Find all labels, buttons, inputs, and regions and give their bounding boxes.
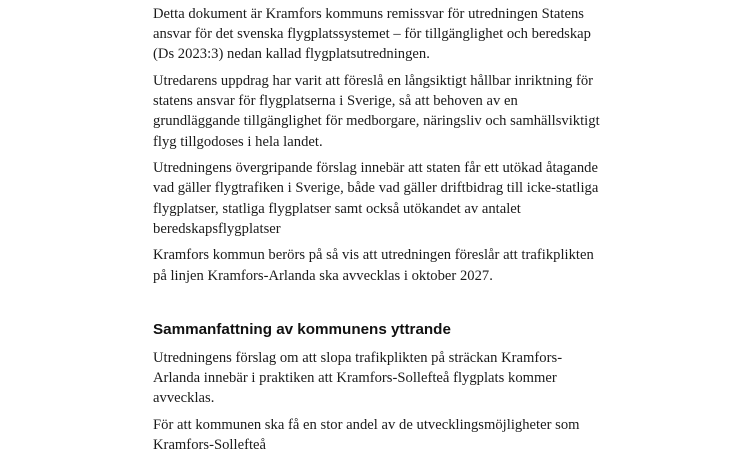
- intro-paragraph-3: Utredningens övergripande förslag innebär att staten får ett utökad åtagande vad gäller flygtrafiken i Sverige, både vad gäller driftbidrag till icke-statliga flygplatser, statliga flygplatser samt också utökandet av antalet beredskapsflygplatser: [153, 160, 599, 237]
- section-heading: Sammanfattning av kommunens yttrande: [153, 320, 451, 338]
- summary-paragraph-2: För att kommunen ska få en stor andel av de utvecklingsmöjligheter som Kramfors-Sollefteå: [153, 416, 580, 454]
- document-body: [153, 4, 621, 462]
- intro-paragraph-4: Kramfors kommun berörs på så vis att utredningen föreslår att trafikplikten på linjen Kramfors-Arlanda ska avvecklas i oktober 2027.: [153, 247, 594, 284]
- intro-paragraph-1: Detta dokument är Kramfors kommuns remissvar för utredningen Statens ansvar för det svenska flygplatssystemet – för tillgänglighet och beredskap (Ds 2023:3) nedan kallad flygplatsutredningen.: [153, 6, 591, 63]
- intro-paragraph-2: Utredarens uppdrag har varit att föreslå en långsiktigt hållbar inriktning för statens ansvar för flygplatserna i Sverige, så att behoven av en grundläggande tillgänglighet för medborgare, näringsliv och samhällsviktigt flyg tillgodoses i hela landet.: [153, 73, 600, 150]
- summary-paragraph-1: Utredningens förslag om att slopa trafikplikten på sträckan Kramfors- Arlanda innebär i praktiken att Kramfors-Sollefteå flygplats kommer avvecklas.: [153, 349, 563, 407]
